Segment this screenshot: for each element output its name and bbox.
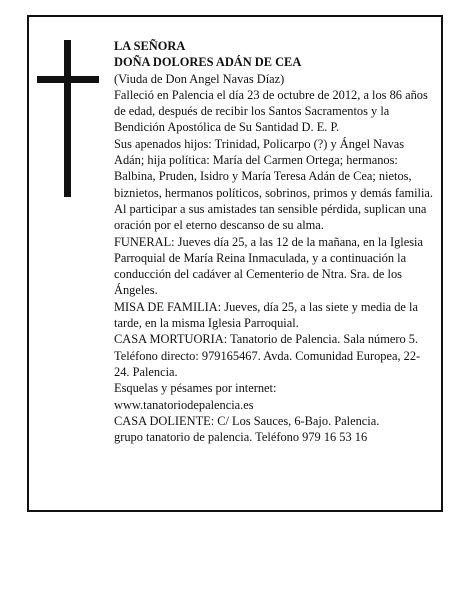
funeral-info: FUNERAL: Jueves día 25, a las 12 de la mañana, en la Iglesia Parroquial de María Reina Inmaculada, y a continuación la conducción del cadáver al Cementerio de Ntra. Sra. de los Ángeles. bbox=[114, 234, 423, 298]
death-notice: Falleció en Palencia el día 23 de octubre de 2012, a los 86 años de edad, después de recibir los Santos Sacramentos y la Bendición Apostólica de Su Santidad D. E. P. bbox=[114, 87, 428, 135]
internet-notice: Esquelas y pésames por internet: bbox=[114, 381, 277, 396]
family-mass-info: MISA DE FAMILIA: Jueves, día 25, a las siete y media de la tarde, en la misma Iglesia Parroquial. bbox=[114, 299, 418, 331]
prayer-request: Al participar a sus amistades tan sensible pérdida, suplican una oración por el eterno descanso de su alma. bbox=[114, 201, 427, 233]
mourning-house: CASA DOLIENTE: C/ Los Sauces, 6-Bajo. Palencia. bbox=[114, 413, 380, 428]
obituary-title: LA SEÑORA bbox=[114, 39, 186, 53]
funeral-home-info: CASA MORTUORIA: Tanatorio de Palencia. Sala número 5. Teléfono directo: 979165467. Avda. Comunidad Europea, 22-24. Palencia. bbox=[114, 332, 421, 379]
deceased-name: DOÑA DOLORES ADÁN DE CEA bbox=[114, 55, 302, 70]
contact-phone: grupo tanatorio de palencia. Teléfono 979 16 53 16 bbox=[114, 430, 368, 445]
cross-horizontal-bar bbox=[37, 76, 99, 83]
obituary-text bbox=[114, 38, 434, 445]
website-link[interactable]: www.tanatoriodepalencia.es bbox=[114, 397, 254, 412]
latin-cross-icon bbox=[37, 40, 99, 197]
cross-vertical-bar bbox=[64, 40, 71, 197]
family-list: Sus apenados hijos: Trinidad, Policarpo (?) y Ángel Navas Adán; hija política: María del Carmen Ortega; hermanos: Balbina, Pruden, Isidro y María Teresa Adán de Cea; nietos, biznietos, hermanos políticos, sobrinos, primos y demás familia. bbox=[114, 136, 434, 200]
deceased-relation: (Viuda de Don Angel Navas Díaz) bbox=[114, 71, 285, 86]
